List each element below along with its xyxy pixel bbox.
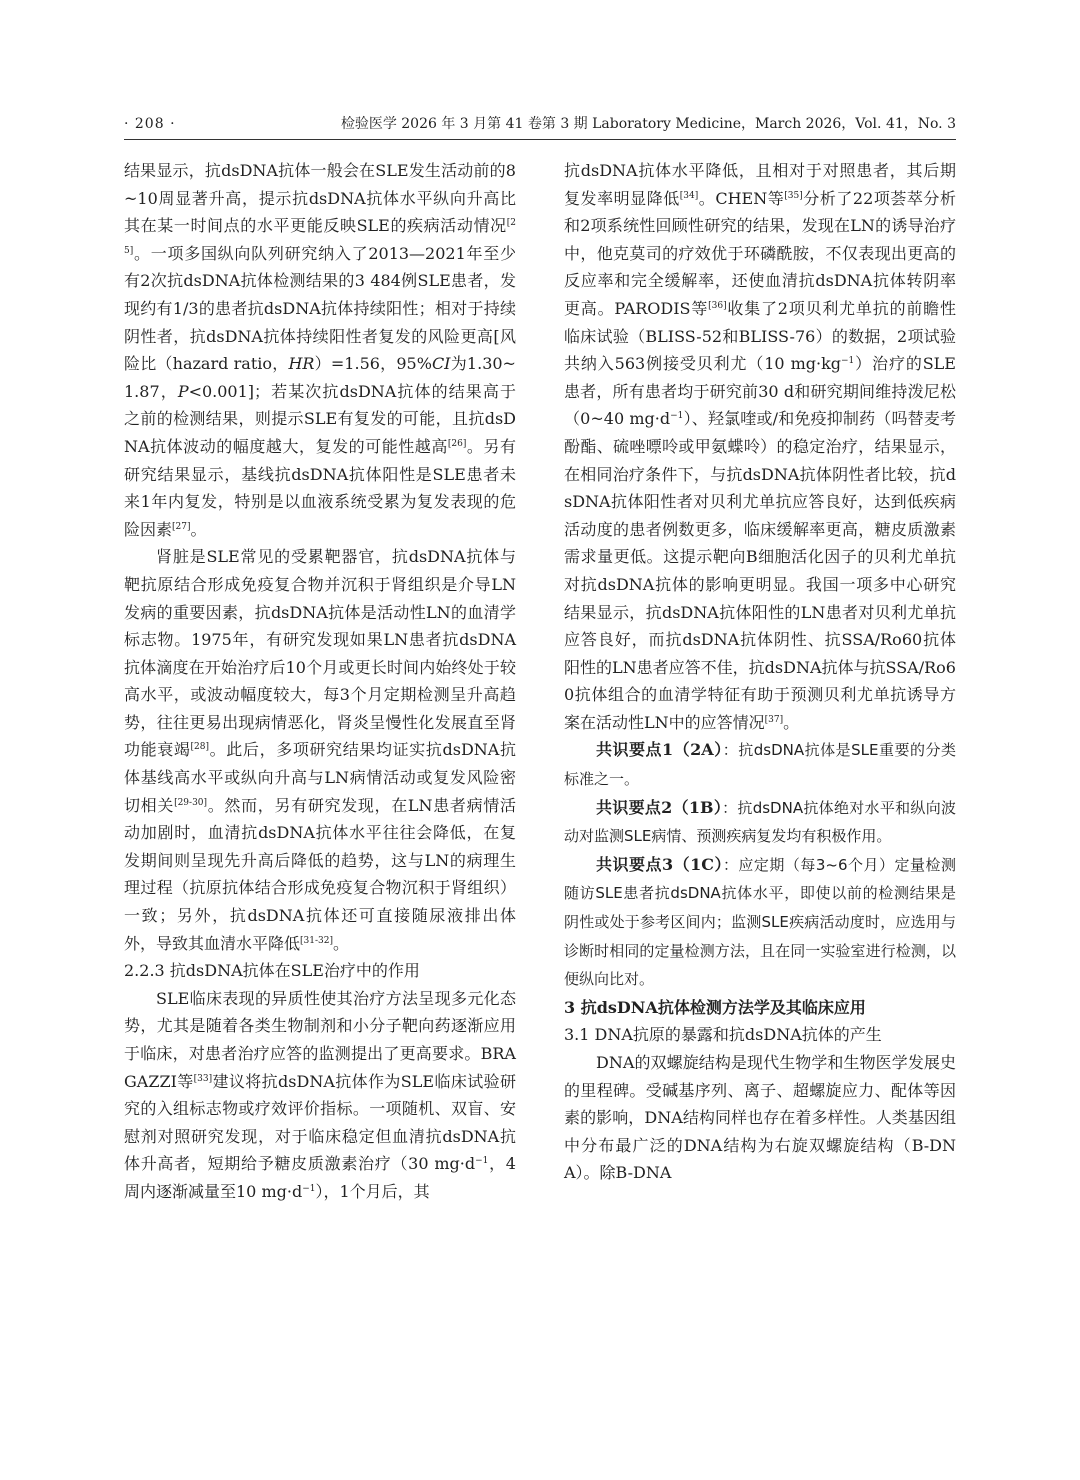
reference-36[interactable]: [36] [708,300,727,311]
reference-33[interactable]: [33] [193,1073,213,1084]
page-number: · 208 · [124,116,176,132]
consensus-point-2: 共识要点2（1B）：抗dsDNA抗体绝对水平和纵向波动对监测SLE病情、预测疾病复发均有积极作用。 [564,797,956,846]
paragraph-treatment-continued: 抗dsDNA抗体水平降低，且相对于对照患者，其后期复发率明显降低[34]。CHEN等[35]分析了22项荟萃分析和2项系统性回顾性研究的结果，发现在LN的诱导治疗中，他克莫司的疗效优于环磷酰胺，不仅表现出更高的反应率和完全缓解率，还使血清抗dsDNA抗体转阴率更高。PARODIS等[36]收集了2项贝利尤单抗的前瞻性临床试验（BLISS-52和BLISS-76）的数据，2项试验共纳入563例接受贝利尤（10 $mg\cdot kg^{-1}$）治疗的SLE患者，所有患者均于研究前30 d和研究期间维持泼尼松（0~40 $mg\cdot d^{-1}$）、羟氯喹或/和免疫抑制药（吗替麦考酚酯、硫唑嘌呤或甲氨蝶呤）的稳定治疗，结果显示，在相同治疗条件下，与抗dsDNA抗体阴性者比较，抗dsDNA抗体阳性者对贝利尤单抗应答良好，达到低疾病活动度的患者例数更多，临床缓解率更高，糖皮质激素需求量更低。这提示靶向B细胞活化因子的贝利尤单抗对抗dsDNA抗体的影响更明显。我国一项多中心研究结果显示，抗dsDNA抗体阳性的LN患者对贝利尤单抗应答良好，而抗dsDNA抗体阴性、抗SSA/Ro60抗体阳性的LN患者应答不佳，抗dsDNA抗体与抗SSA/Ro60抗体组合的血清学特征有助于预测贝利尤单抗诱导方案在活动性LN中的应答情况[37]。 [564,161,956,732]
reference-29-30[interactable]: [29-30] [174,797,208,808]
consensus-label-2: 共识要点2（1B） [596,797,723,817]
section-heading-3: 3 抗dsDNA抗体检测方法学及其临床应用 [564,997,866,1017]
consensus-label-3: 共识要点3（1C） [596,854,723,874]
left-column [124,157,516,1206]
reference-37[interactable]: [37] [764,714,784,725]
reference-31-32[interactable]: [31-32] [300,935,333,946]
section-heading-2-2-3: 2.2.3 抗dsDNA抗体在SLE治疗中的作用 [124,961,420,981]
reference-26[interactable]: [26] [447,438,467,449]
section-heading-3-1: 3.1 DNA抗原的暴露和抗dsDNA抗体的产生 [564,1025,882,1045]
paragraph-dna-structure: DNA的双螺旋结构是现代生物学和生物医学发展史的里程碑。受碱基序列、离子、超螺旋应力、配体等因素的影响，DNA结构同样也存在着多样性。人类基因组中分布最广泛的DNA结构为右旋双螺旋结构（B-DNA）。除B-DNA [564,1053,956,1183]
reference-28[interactable]: [28] [190,742,210,753]
journal-citation-line: 检验医学 2026 年 3 月第 41 卷第 3 期 Laboratory Medicine，March 2026，Vol. 41，No. 3 [340,116,956,132]
right-column [564,157,956,1187]
running-header [124,113,956,140]
reference-35[interactable]: [35] [784,190,803,201]
paragraph-anti-dsdna-longitudinal: 结果显示，抗dsDNA抗体一般会在SLE发生活动前的8~10周显著升高，提示抗dsDNA抗体水平纵向升高比其在某一时间点的水平更能反映SLE的疾病活动情况[25]。一项多国纵向队列研究纳入了2013—2021年至少有2次抗dsDNA抗体检测结果的3 484例SLE患者，发现约有1/3的患者抗dsDNA抗体持续阳性；相对于持续阴性者，抗dsDNA抗体持续阳性者复发的风险更高[风险比（hazard ratio，HR）=1.56，95%CI为1.30~1.87，P<0.001]；若某次抗dsDNA抗体的结果高于之前的检测结果，则提示SLE有复发的可能，且抗dsDNA抗体波动的幅度越大，复发的可能性越高[26]。另有研究结果显示，基线抗dsDNA抗体阳性是SLE患者未来1年内复发，特别是以血液系统受累为复发表现的危险因素[27]。 [124,161,516,539]
consensus-label-1: 共识要点1（2A） [596,740,723,760]
reference-25[interactable]: [25] [124,218,516,256]
reference-34[interactable]: [34] [679,190,699,201]
reference-27[interactable]: [27] [172,521,191,532]
paragraph-sle-treatment: SLE临床表现的异质性使其治疗方法呈现多元化态势，尤其是随着各类生物制剂和小分子靶向药逐渐应用于临床，对患者治疗应答的监测提出了更高要求。BRAGAZZI等[33]建议将抗dsDNA抗体作为SLE临床试验研究的入组标志物或疗效评价指标。一项随机、双盲、安慰剂对照研究发现，对于临床稳定但血清抗dsDNA抗体升高者，短期给予糖皮质激素治疗（30 $mg\cdot d^{-1}$，4周内逐渐减量至10 $mg\cdot d^{-1}$），1个月后，其 [124,988,516,1201]
consensus-point-3: 共识要点3（1C）：应定期（每3~6个月）定量检测随访SLE患者抗dsDNA抗体水平，即使以前的检测结果是阴性或处于参考区间内；监测SLE疾病活动度时，应选用与诊断时相同的定量检测方法，且在同一实验室进行检测，以便纵向比对。 [564,854,956,989]
paragraph-kidney-ln: 肾脏是SLE常见的受累靶器官，抗dsDNA抗体与靶抗原结合形成免疫复合物并沉积于肾组织是介导LN发病的重要因素，抗dsDNA抗体是活动性LN的血清学标志物。1975年，有研究发现如果LN患者抗dsDNA抗体滴度在开始治疗后10个月或更长时间内始终处于较高水平，或波动幅度较大，每3个月定期检测呈升高趋势，往往更易出现病情恶化，肾炎呈慢性化发展直至肾功能衰竭[28]。此后，多项研究结果均证实抗dsDNA抗体基线高水平或纵向升高与LN病情活动或复发风险密切相关[29-30]。然而，另有研究发现，在LN患者病情活动加剧时，血清抗dsDNA抗体水平往往会降低，在复发期间则呈现先升高后降低的趋势，这与LN的病理生理过程（抗原抗体结合形成免疫复合物沉积于肾组织）一致；另外，抗dsDNA抗体还可直接随尿液排出体外，导致其血清水平降低[31-32]。 [124,547,516,953]
consensus-point-1: 共识要点1（2A）：抗dsDNA抗体是SLE重要的分类标准之一。 [564,740,956,789]
